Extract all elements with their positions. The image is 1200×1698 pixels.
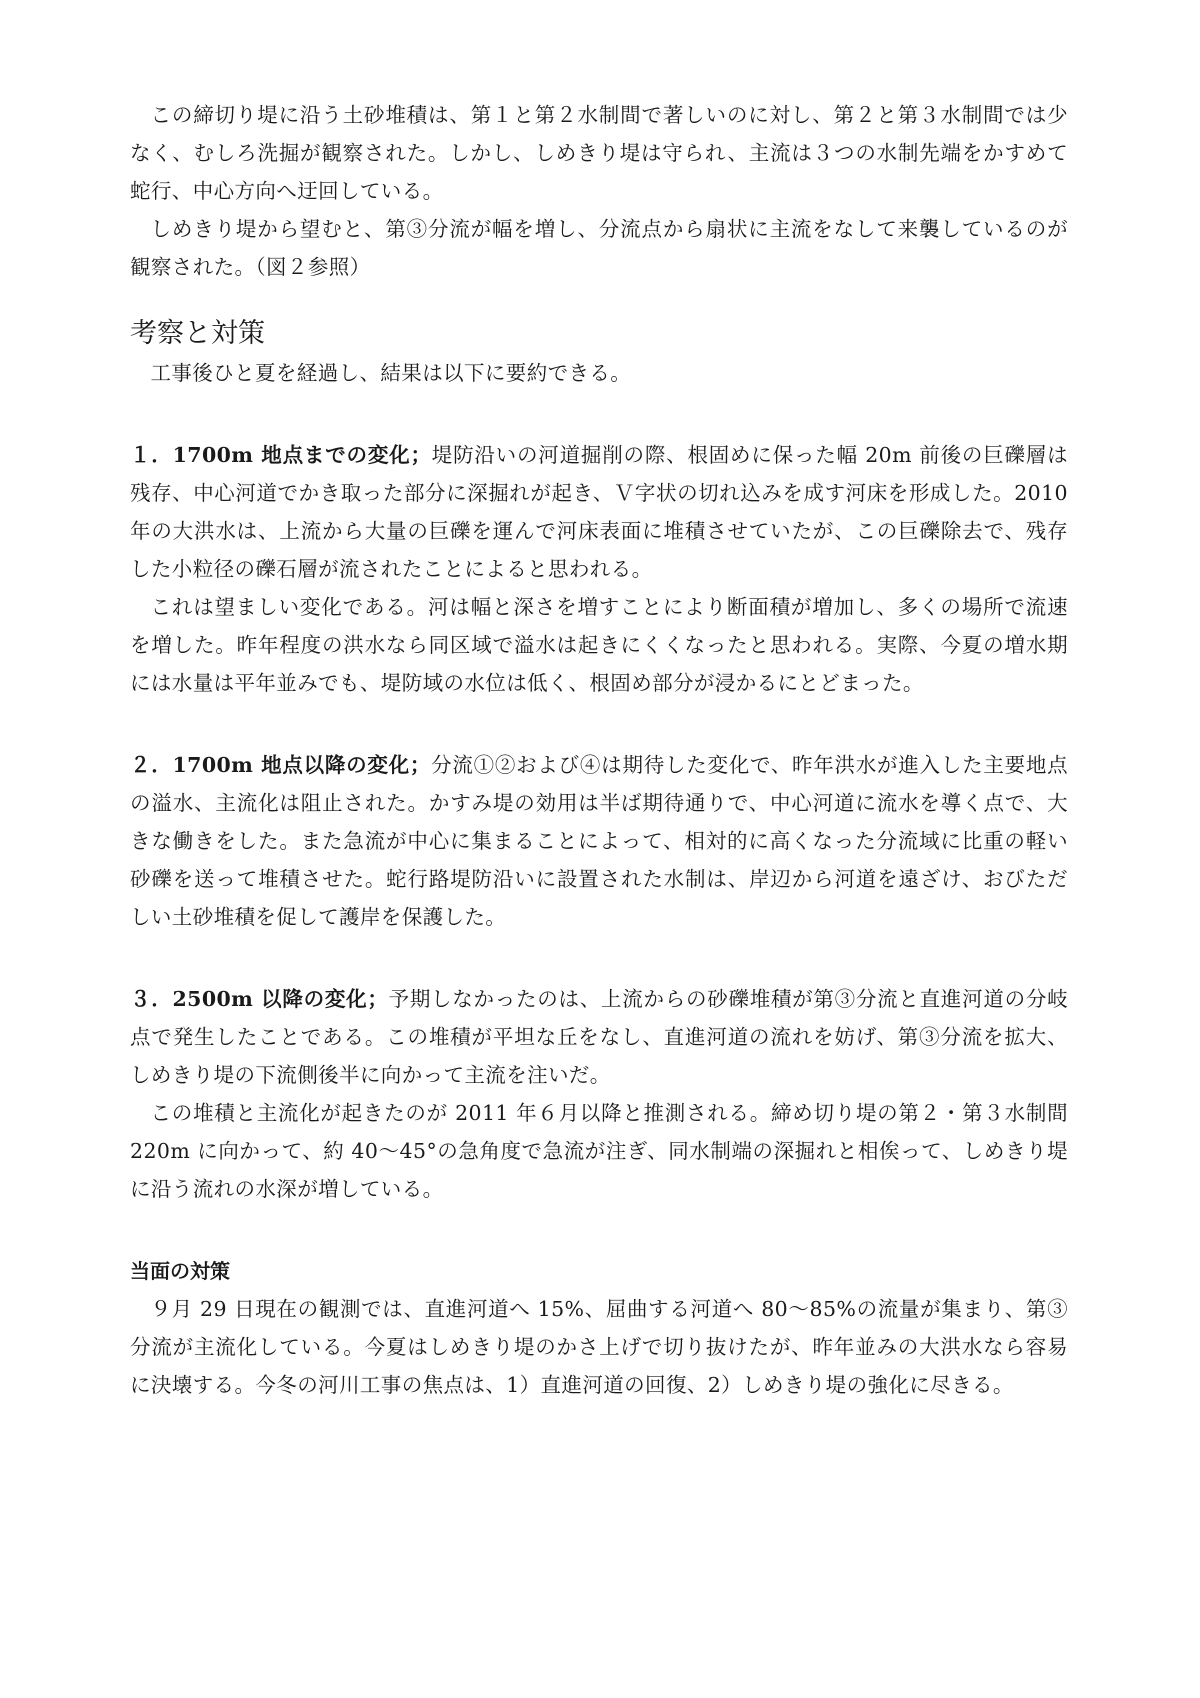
intro-paragraph-2: しめきり堤から望むと、第③分流が幅を増し、分流点から扇状に主流をなして来襲しているのが観察された。（図２参照） xyxy=(130,217,1068,279)
item-1-body: 堤防沿いの河道掘削の際、根固めに保った幅 20m 前後の巨礫層は残存、中心河道でかき取った部分に深掘れが起き、Ｖ字状の切れ込みを成す河床を形成した。2010 年の大洪水は、上流から大量の巨礫を運んで河床表面に堆積させていたが、この巨礫除去で、残存した小粒径の礫石層が流されたことによると思われる。 xyxy=(130,443,1068,581)
analysis-intro: 工事後ひと夏を経過し、結果は以下に要約できる。 xyxy=(150,361,632,385)
section-heading-measures: 当面の対策 xyxy=(130,1259,230,1283)
item-2-paragraph xyxy=(130,746,1068,936)
item-1-lead: １．1700m 地点までの変化； xyxy=(130,443,432,467)
spacer xyxy=(130,392,1068,436)
item-1-paragraph xyxy=(130,436,1068,588)
item-1-paragraph-2: これは望ましい変化である。河は幅と深さを増すことにより断面積が増加し、多くの場所で流速を増した。昨年程度の洪水なら同区域で溢水は起きにくくなったと思われる。実際、今夏の増水期には水量は平年並みでも、堤防域の水位は低く、根固め部分が浸かるにとどまった。 xyxy=(130,595,1068,695)
section-heading-analysis: 考察と対策 xyxy=(130,318,265,349)
spacer xyxy=(130,1208,1068,1252)
spacer xyxy=(130,936,1068,980)
item-3-lead: ３．2500m 以降の変化； xyxy=(130,987,389,1011)
intro-paragraph-1: この締切り堤に沿う土砂堆積は、第１と第２水制間で著しいのに対し、第２と第３水制間では少なく、むしろ洗掘が観察された。しかし、しめきり堤は守られ、主流は３つの水制先端をかすめて蛇行、中心方向へ迂回している。 xyxy=(130,103,1068,203)
item-3-paragraph-2: この堆積と主流化が起きたのが 2011 年６月以降と推測される。締め切り堤の第２・第３水制間 220m に向かって、約 40〜45°の急角度で急流が注ぎ、同水制端の深掘れと相俟って、しめきり堤に沿う流れの水深が増している。 xyxy=(130,1101,1068,1201)
item-3-paragraph xyxy=(130,980,1068,1094)
document-page xyxy=(130,96,1068,1404)
item-2-body: 分流①②および④は期待した変化で、昨年洪水が進入した主要地点の溢水、主流化は阻止された。かすみ堤の効用は半ば期待通りで、中心河道に流水を導く点で、大きな働きをした。また急流が中心に集まることによって、相対的に高くなった分流域に比重の軽い砂礫を送って堆積させた。蛇行路堤防沿いに設置された水制は、岸辺から河道を遠ざけ、おびただしい土砂堆積を促して護岸を保護した。 xyxy=(130,753,1068,929)
item-2-lead: ２．1700m 地点以降の変化； xyxy=(130,753,431,777)
measures-paragraph: ９月 29 日現在の観測では、直進河道へ 15%、屈曲する河道へ 80〜85%の流量が集まり、第③分流が主流化している。今夏はしめきり堤のかさ上げで切り抜けたが、昨年並みの大洪水なら容易に決壊する。今冬の河川工事の焦点は、1）直進河道の回復、2）しめきり堤の強化に尽きる。 xyxy=(130,1297,1068,1397)
spacer xyxy=(130,702,1068,746)
item-3-body: 予期しなかったのは、上流からの砂礫堆積が第③分流と直進河道の分岐点で発生したことである。この堆積が平坦な丘をなし、直進河道の流れを妨げ、第③分流を拡大、しめきり堤の下流側後半に向かって主流を注いだ。 xyxy=(130,987,1068,1087)
